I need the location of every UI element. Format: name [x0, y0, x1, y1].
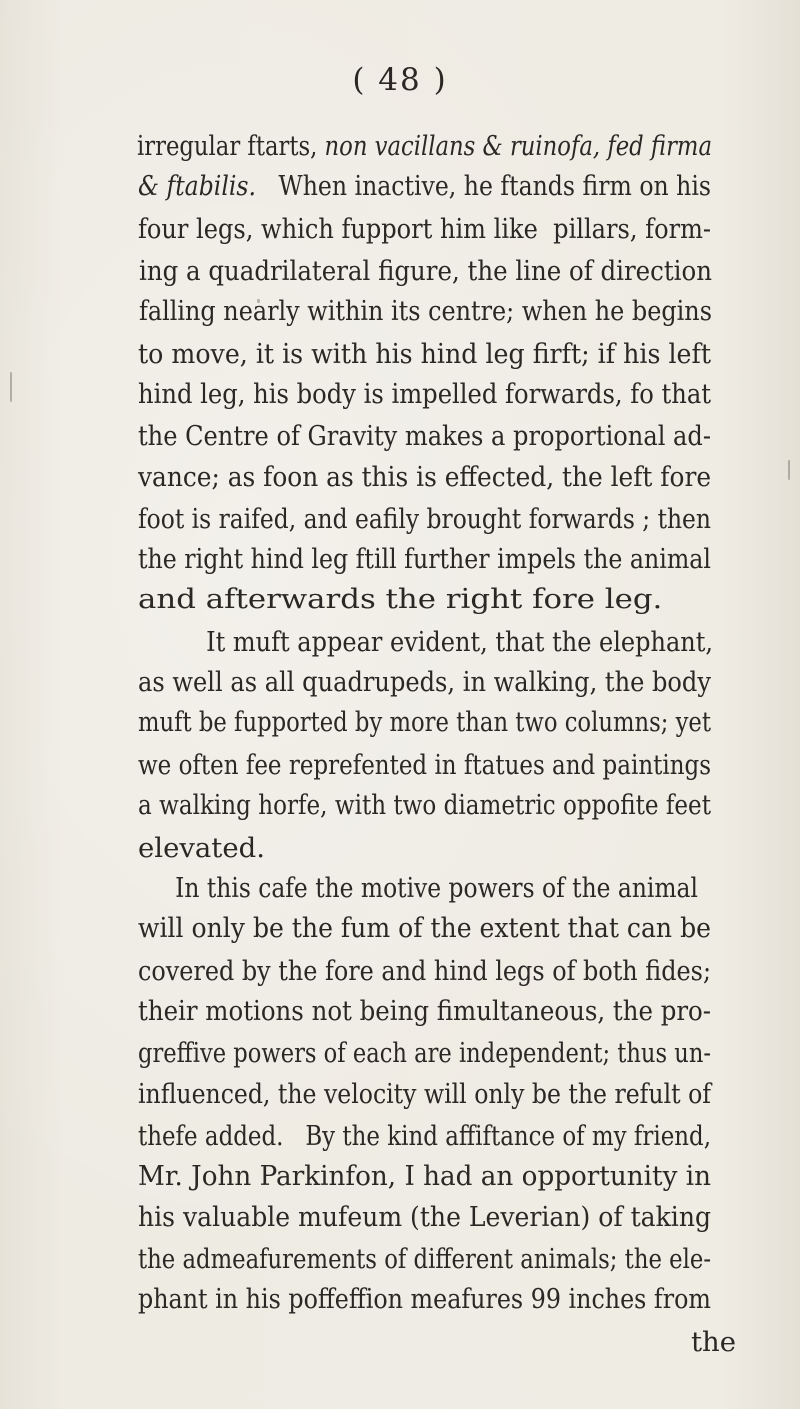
text-line-content: [138, 1074, 711, 1114]
line-text: vance; as foon as this is effected, the left fore: [138, 461, 712, 493]
text-line: [139, 251, 800, 291]
text-line-content: [691, 1322, 736, 1362]
text-line-content: [138, 868, 698, 908]
text-line: [138, 991, 800, 1031]
line-text: Mr. John Parkinfon, I had an opportunity in: [138, 1160, 712, 1192]
text-line-content: [138, 828, 265, 868]
text-line: [138, 499, 800, 539]
line-text: the Centre of Gravity makes a proportional ad-: [138, 420, 711, 452]
text-line-content: [138, 1239, 711, 1279]
line-text: his valuable mufeum (the Leverian) of taking: [138, 1201, 712, 1233]
text-line: [168, 622, 800, 662]
line-text: a walking horfe, with two diametric oppofite feet: [138, 789, 711, 821]
text-line: [138, 828, 800, 868]
text-line-content: [138, 499, 711, 539]
line-text: hind leg, his body is impelled forwards, fo that: [138, 378, 712, 410]
line-text: foot is raifed, and eafily brought forwards ; then: [138, 503, 711, 535]
text-line: [138, 166, 800, 206]
text-line-content: [137, 126, 712, 166]
text-line: [138, 868, 800, 908]
text-line: [138, 1033, 800, 1073]
text-line: [138, 209, 800, 249]
edge-mark: [10, 372, 12, 402]
text-line: [138, 785, 800, 825]
text-line: [139, 291, 800, 331]
text-line-content: [139, 251, 712, 291]
text-line-content: [138, 702, 711, 742]
text-line: [138, 1074, 800, 1114]
text-line-content: [138, 209, 711, 249]
text-line: [138, 1116, 800, 1156]
text-line-content: [138, 374, 711, 414]
text-line: [138, 539, 800, 579]
line-text: falling nearly within its centre; when he begins: [139, 295, 712, 327]
line-text: as well as all quadrupeds, in walking, the body: [138, 666, 711, 698]
text-line: [138, 1197, 800, 1237]
line-text: thefe added. By the kind affiftance of my friend,: [138, 1120, 712, 1152]
text-line-content: [138, 1116, 711, 1156]
text-line-content: [139, 291, 712, 331]
text-line-content: [138, 662, 711, 702]
text-line: [138, 1279, 800, 1319]
text-line: [138, 908, 800, 948]
text-line: [138, 702, 800, 742]
text-line: [691, 1322, 800, 1362]
text-line: [138, 662, 800, 702]
line-text: the admeafurements of different animals; the ele-: [138, 1243, 712, 1275]
italic-text: non vacillans & ruinofa, fed firma: [324, 130, 712, 162]
line-text: will only be the fum of the extent that can be: [138, 912, 711, 944]
line-text: four legs, which fupport him like pillars, form-: [138, 213, 712, 245]
line-text: the: [691, 1326, 737, 1358]
text-line-content: [138, 1279, 711, 1319]
text-line-content: [138, 951, 711, 991]
line-text: When inactive, he ftands firm on his: [256, 170, 711, 202]
edge-mark: [788, 460, 790, 480]
line-text: the right hind leg ftill further impels the animal: [138, 543, 711, 575]
text-line: [138, 374, 800, 414]
text-line: [138, 1156, 800, 1196]
text-line: [138, 745, 800, 785]
line-text: muft be fupported by more than two columns; yet: [138, 706, 711, 738]
text-line-content: [138, 457, 711, 497]
text-line: [138, 334, 800, 374]
text-line-content: [138, 579, 662, 619]
line-text: In this cafe the motive powers of the animal: [138, 872, 698, 904]
italic-text: & ftabilis.: [138, 170, 257, 202]
text-line-content: [138, 908, 711, 948]
text-line: [137, 126, 800, 166]
text-line: [138, 579, 800, 619]
line-text: we often fee reprefented in ftatues and paintings: [138, 749, 711, 781]
text-line: [138, 951, 800, 991]
text-line-content: [138, 745, 711, 785]
line-text: their motions not being fimultaneous, the pro-: [138, 995, 712, 1027]
line-text: greffive powers of each are independent; thus un-: [138, 1037, 712, 1069]
text-line: [138, 1239, 800, 1279]
line-text: phant in his poffeffion meafures 99 inches from: [138, 1283, 711, 1315]
line-text: ing a quadrilateral figure, the line of direction: [139, 255, 712, 287]
text-line-content: [168, 622, 713, 662]
text-line: [138, 416, 800, 456]
line-text: and afterwards the right fore leg.: [138, 583, 663, 615]
text-line-content: [138, 1197, 711, 1237]
text-line-content: [138, 785, 711, 825]
text-line-content: [138, 1156, 711, 1196]
line-text: to move, it is with his hind leg firft; if his left: [138, 338, 712, 370]
edge-mark: [257, 299, 260, 303]
text-line-content: [138, 539, 711, 579]
text-line-content: [138, 416, 711, 456]
line-text: elevated.: [138, 832, 265, 864]
line-text: irregular ftarts,: [137, 130, 325, 162]
text-line-content: [138, 1033, 711, 1073]
text-line-content: [138, 991, 711, 1031]
text-line-content: [138, 166, 711, 206]
line-text: influenced, the velocity will only be the refult of: [138, 1078, 711, 1110]
line-text: covered by the fore and hind legs of both fides;: [138, 955, 711, 987]
text-line-content: [138, 334, 711, 374]
line-text: It muft appear evident, that the elephant,: [168, 626, 714, 658]
text-line: [138, 457, 800, 497]
page-number: ( 48 ): [352, 62, 448, 98]
